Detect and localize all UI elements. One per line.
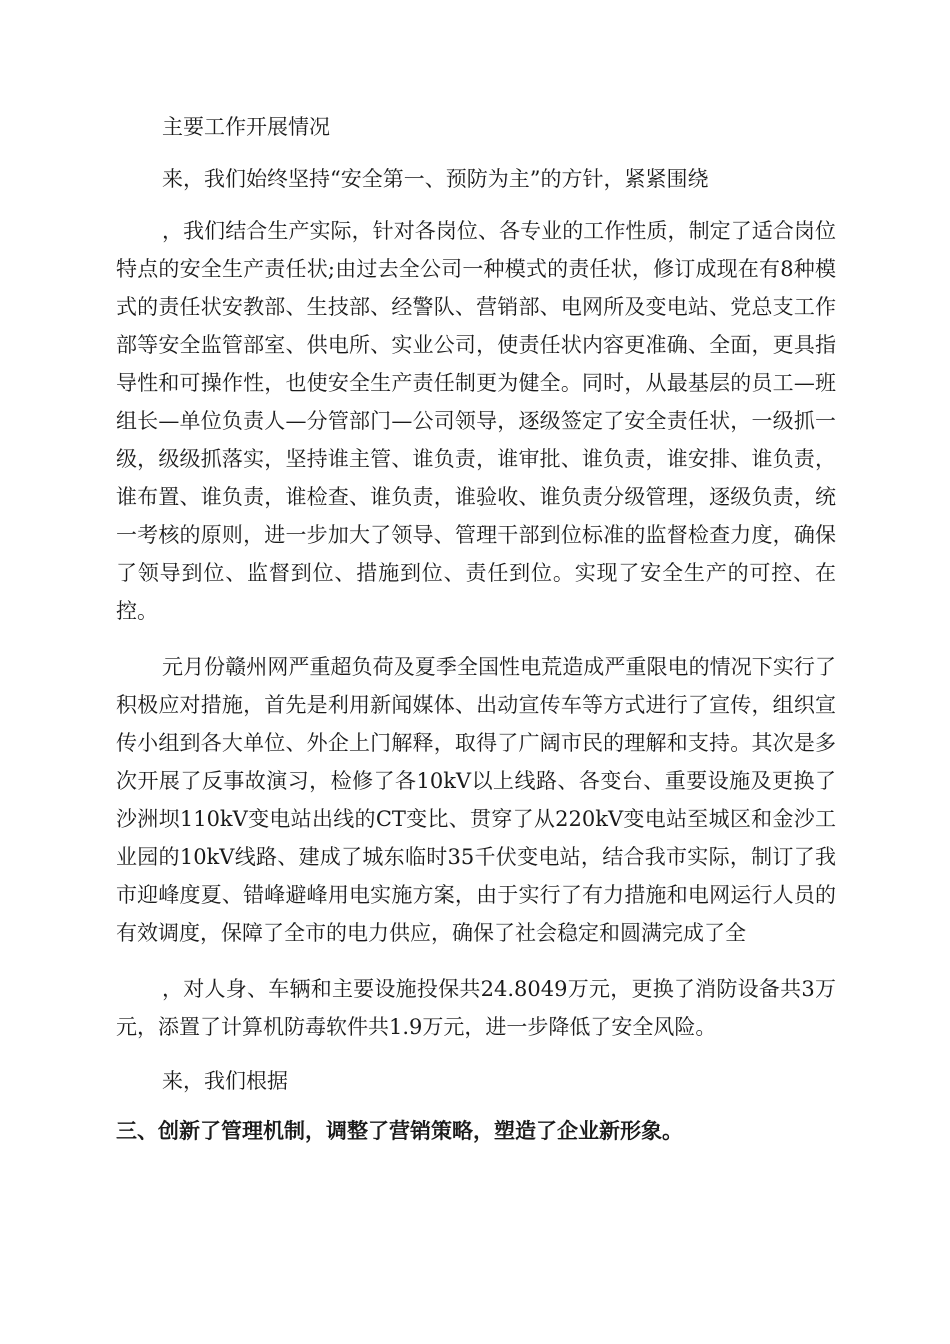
paragraph-1: 来，我们始终坚持“安全第一、预防为主”的方针，紧紧围绕	[162, 167, 709, 191]
paragraph-3: 元月份赣州网严重超负荷及夏季全国性电荒造成严重限电的情况下实行了积极应对措施，首先是利用新闻媒体、出动宣传车等方式进行了宣传，组织宣传小组到各大单位、外企上门解释，取得了广阔市民的理解和支持。其次是多次开展了反事故演习，检修了各10kV以上线路、各变台、重要设施及更换了沙洲坝110kV变电站出线的CT变比、贯穿了从220kV变电站至城区和金沙工业园的10kV线路、建成了城东临时35千伏变电站，结合我市实际，制订了我市迎峰度夏、错峰避峰用电实施方案，由于实行了有力措施和电网运行人员的有效调度，保障了全市的电力供应，确保了社会稳定和圆满完成了全	[116, 655, 836, 945]
paragraph-title: 主要工作开展情况	[162, 115, 330, 139]
section-heading: 三、创新了管理机制，调整了营销策略，塑造了企业新形象。	[116, 1119, 683, 1143]
paragraph-5: 来，我们根据	[162, 1069, 288, 1093]
document-body	[116, 108, 836, 1150]
paragraph-2: ，我们结合生产实际，针对各岗位、各专业的工作性质，制定了适合岗位特点的安全生产责任状;由过去全公司一种模式的责任状，修订成现在有8种模式的责任状安教部、生技部、经警队、营销部、电网所及变电站、党总支工作部等安全监管部室、供电所、实业公司，使责任状内容更准确、全面，更具指导性和可操作性，也使安全生产责任制更为健全。同时，从最基层的员工—班组长—单位负责人—分管部门—公司领导，逐级签定了安全责任状，一级抓一级，级级抓落实，坚持谁主管、谁负责，谁审批、谁负责，谁安排、谁负责，谁布置、谁负责，谁检查、谁负责，谁验收、谁负责分级管理，逐级负责，统一考核的原则，进一步加大了领导、管理干部到位标准的监督检查力度，确保了领导到位、监督到位、措施到位、责任到位。实现了安全生产的可控、在控。	[116, 219, 836, 623]
paragraph-4: ，对人身、车辆和主要设施投保共24.8049万元，更换了消防设备共3万元，添置了计算机防毒软件共1.9万元，进一步降低了安全风险。	[116, 977, 836, 1039]
